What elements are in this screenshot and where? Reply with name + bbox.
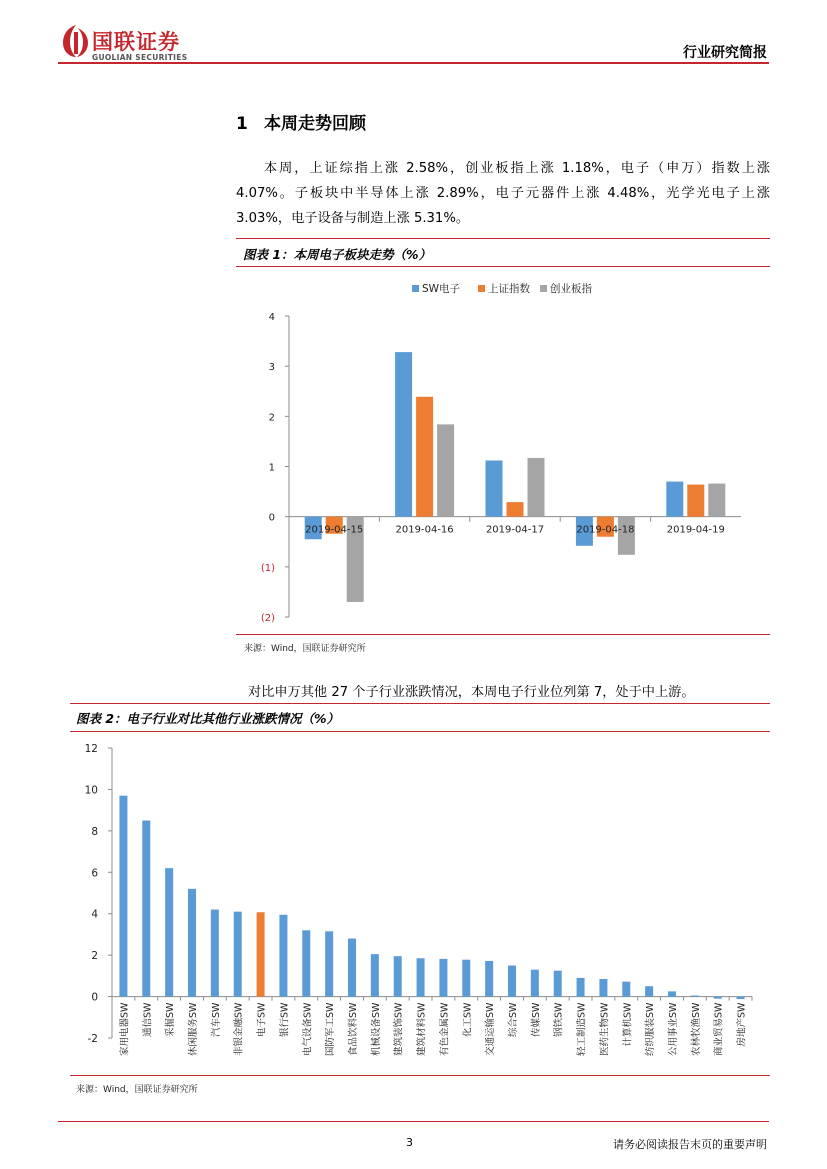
legend-label: 上证指数 bbox=[488, 283, 530, 295]
y-tick-label: 2 bbox=[268, 412, 275, 424]
header-divider bbox=[58, 62, 769, 64]
bar bbox=[554, 971, 562, 997]
x-tick-label: 计算机SW bbox=[622, 1002, 634, 1047]
x-tick-label: 建筑装饰SW bbox=[393, 1002, 405, 1057]
bar bbox=[302, 930, 310, 996]
logo-subtext: GUOLIAN SECURITIES bbox=[92, 53, 188, 62]
y-tick-label: 8 bbox=[91, 825, 98, 838]
x-tick-label: 2019-04-18 bbox=[576, 524, 635, 536]
figure1-title-rule bbox=[236, 266, 770, 267]
y-tick-label: 0 bbox=[268, 512, 275, 524]
bar bbox=[486, 460, 503, 516]
bar bbox=[234, 912, 242, 997]
section-title-text: 本周走势回顾 bbox=[264, 114, 366, 134]
x-tick-label: 房地产SW bbox=[736, 1002, 748, 1047]
x-tick-label: 化工SW bbox=[462, 1002, 474, 1038]
figure1-bottom-rule bbox=[236, 634, 770, 635]
footer-divider bbox=[58, 1121, 769, 1122]
bar bbox=[485, 961, 493, 997]
x-tick-label: 2019-04-16 bbox=[395, 524, 454, 536]
bar bbox=[622, 982, 630, 997]
x-tick-label: 汽车SW bbox=[210, 1002, 222, 1038]
section-title bbox=[236, 109, 366, 134]
bar bbox=[279, 915, 287, 997]
y-tick-label: 6 bbox=[91, 867, 98, 880]
x-tick-label: 2019-04-19 bbox=[666, 524, 725, 536]
x-tick-label: 休闲服务SW bbox=[188, 1002, 199, 1057]
y-tick-label: 10 bbox=[84, 784, 98, 797]
x-tick-label: 国防军工SW bbox=[325, 1002, 337, 1057]
x-tick-label: 综合SW bbox=[508, 1002, 519, 1038]
figure2-top-rule bbox=[70, 703, 770, 704]
legend-label: 创业板指 bbox=[550, 283, 592, 295]
logo-text: 国联证券 bbox=[92, 30, 180, 54]
y-tick-label: (1) bbox=[260, 562, 275, 574]
legend-label: SW电子 bbox=[422, 283, 461, 295]
x-tick-label: 通信SW bbox=[142, 1002, 154, 1038]
paragraph-text: 本周，上证综指上涨 2.58%，创业板指上涨 1.18%，电子（申万）指数上涨 4.07%。子板块中半导体上涨 2.89%，电子元器件上涨 4.48%，光学光电子上涨 3.03%，电子设备与制造上涨 5.31%。 bbox=[236, 161, 770, 226]
x-tick-label: 农林牧渔SW bbox=[690, 1002, 702, 1057]
x-tick-label: 2019-04-17 bbox=[485, 524, 545, 536]
x-tick-label: 纺织服装SW bbox=[645, 1002, 657, 1057]
x-tick-label: 有色金属SW bbox=[439, 1002, 451, 1057]
bar bbox=[416, 397, 433, 517]
y-tick-label: 2 bbox=[91, 950, 98, 963]
bar bbox=[714, 997, 722, 999]
x-tick-label: 家用电器SW bbox=[119, 1002, 131, 1057]
y-tick-label: 0 bbox=[91, 991, 98, 1004]
bar bbox=[211, 910, 219, 997]
legend-swatch bbox=[540, 285, 547, 292]
figure2-chart bbox=[70, 734, 770, 1074]
y-tick-label: 1 bbox=[268, 462, 275, 474]
x-tick-label: 公用事业SW bbox=[668, 1002, 679, 1057]
bar bbox=[531, 970, 539, 997]
logo-mark-icon bbox=[62, 24, 90, 58]
figure1-top-rule bbox=[236, 238, 770, 239]
bar bbox=[325, 931, 333, 996]
bar bbox=[462, 960, 470, 997]
bar bbox=[119, 796, 127, 997]
x-tick-label: 电气设备SW bbox=[302, 1002, 314, 1057]
figure2-bottom-rule bbox=[70, 1075, 770, 1076]
legend-swatch bbox=[412, 285, 419, 292]
x-tick-label: 交通运输SW bbox=[485, 1002, 497, 1057]
bar bbox=[528, 458, 545, 517]
x-tick-label: 医药生物SW bbox=[599, 1002, 611, 1057]
x-tick-label: 电子SW bbox=[256, 1002, 268, 1038]
bar bbox=[165, 868, 173, 996]
report-type: 行业研究简报 bbox=[683, 45, 767, 61]
bar bbox=[599, 979, 607, 997]
bar bbox=[188, 889, 196, 997]
figure2-title: 图表 2：电子行业对比其他行业涨跌情况（%） bbox=[76, 711, 340, 726]
y-tick-label: 12 bbox=[84, 743, 98, 755]
y-tick-label: 3 bbox=[268, 362, 275, 374]
comparison-paragraph: 对比申万其他 27 个子行业涨跌情况，本周电子行业位列第 7，处于中上游。 bbox=[248, 685, 695, 700]
bar bbox=[737, 997, 745, 999]
x-tick-label: 银行SW bbox=[279, 1002, 291, 1038]
bar bbox=[507, 502, 524, 517]
bar bbox=[371, 954, 379, 996]
bar bbox=[394, 956, 402, 996]
bar bbox=[691, 996, 699, 997]
y-tick-label: 4 bbox=[91, 908, 98, 921]
bar bbox=[348, 939, 356, 997]
x-tick-label: 采掘SW bbox=[165, 1002, 177, 1038]
y-tick-label: (2) bbox=[260, 613, 275, 624]
x-tick-label: 商业贸易SW bbox=[713, 1002, 725, 1057]
brand-logo bbox=[62, 22, 212, 62]
figure2-source: 来源：Wind，国联证券研究所 bbox=[76, 1085, 198, 1095]
disclaimer: 请务必阅读报告末页的重要声明 bbox=[613, 1138, 767, 1151]
x-tick-label: 2019-04-15 bbox=[305, 524, 364, 536]
bar bbox=[708, 484, 725, 517]
bar bbox=[577, 978, 585, 997]
figure1-chart bbox=[236, 270, 770, 632]
x-tick-label: 轻工制造SW bbox=[576, 1002, 588, 1057]
x-tick-label: 传媒SW bbox=[530, 1002, 542, 1038]
bar bbox=[395, 352, 412, 517]
body-paragraph bbox=[236, 156, 770, 231]
figure2-title-rule bbox=[70, 731, 770, 732]
bar bbox=[417, 958, 425, 996]
x-tick-label: 非银金融SW bbox=[233, 1002, 245, 1057]
bar bbox=[668, 991, 676, 996]
y-tick-label: -2 bbox=[87, 1033, 98, 1045]
bar bbox=[618, 517, 635, 555]
bar bbox=[437, 424, 454, 516]
x-tick-label: 机械设备SW bbox=[370, 1002, 382, 1057]
x-tick-label: 钢铁SW bbox=[553, 1002, 565, 1038]
y-tick-label: 4 bbox=[268, 312, 275, 323]
bar bbox=[666, 482, 683, 517]
bar bbox=[257, 912, 265, 996]
legend-swatch bbox=[478, 285, 485, 292]
bar bbox=[508, 966, 516, 997]
bar bbox=[645, 986, 653, 996]
x-tick-label: 建筑材料SW bbox=[416, 1002, 428, 1057]
bar bbox=[687, 485, 704, 517]
bar bbox=[439, 959, 447, 997]
page-number: 3 bbox=[406, 1136, 413, 1149]
figure1-source: 来源：Wind，国联证券研究所 bbox=[244, 644, 366, 654]
figure1-title: 图表 1：本周电子板块走势（%） bbox=[243, 247, 432, 262]
section-number: 1 bbox=[236, 114, 248, 134]
bar bbox=[142, 821, 150, 997]
x-tick-label: 食品饮料SW bbox=[348, 1002, 359, 1057]
